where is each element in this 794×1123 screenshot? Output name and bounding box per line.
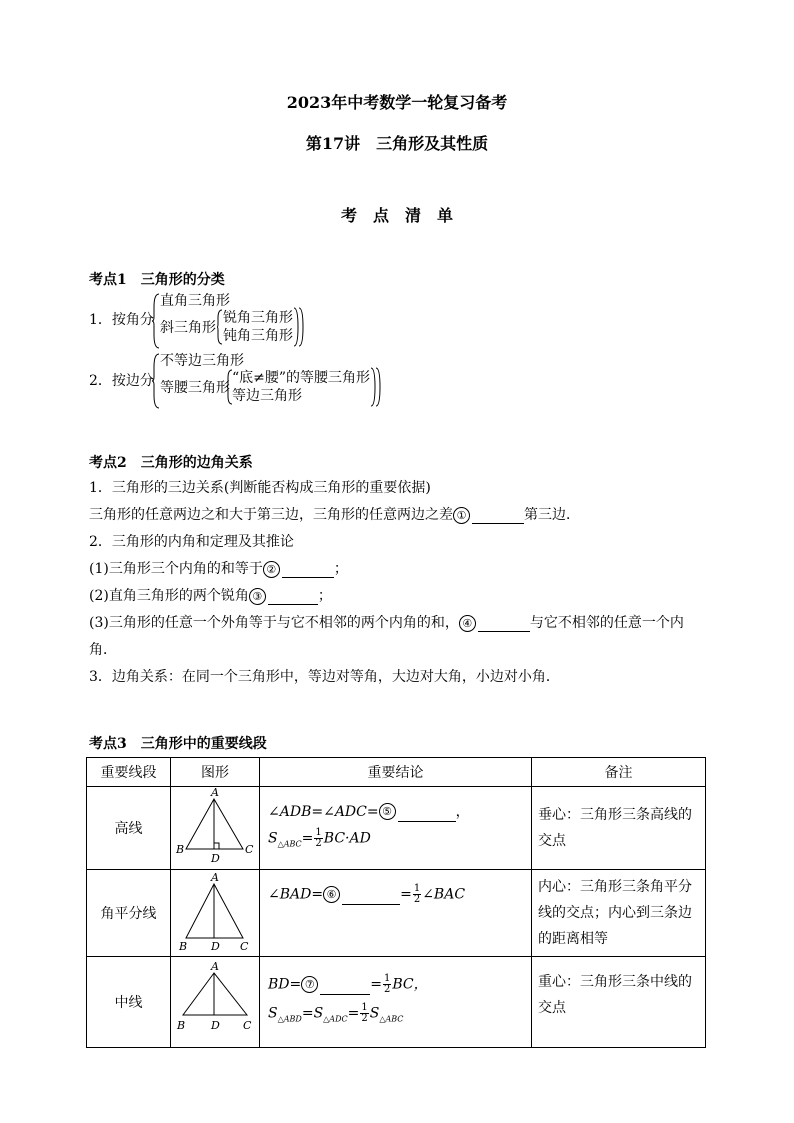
area-rest: BC·AD (323, 830, 371, 847)
by-side-label: 2．按边分 (89, 373, 154, 389)
blank-marker-7: ⑦ (301, 976, 318, 993)
kp2-line2-text: 三角形的任意两边之和大于第三边，三角形的任意两边之差 (89, 507, 453, 523)
right-triangle: 直角三角形 (160, 293, 230, 309)
scalene-triangle: 不等边三角形 (160, 353, 244, 369)
col-header-conclusion: 重要结论 (260, 758, 532, 787)
bisector-triangle-diagram (171, 870, 259, 952)
point-d: D (211, 1019, 220, 1032)
area-eq2: = (301, 1005, 314, 1022)
figure-median (171, 957, 260, 1048)
close-brace-angle (293, 307, 305, 347)
table-row-bisector (87, 870, 706, 957)
lecture-title: 第17讲 三角形及其性质 (305, 134, 489, 153)
isosceles-triangle: 等腰三角形 (160, 380, 230, 396)
area-adc-sub: △ADC (323, 1014, 348, 1024)
area-equals: = (301, 830, 314, 847)
blank-marker-2: ② (263, 561, 280, 578)
kp1-heading: 考点1 三角形的分类 (89, 272, 225, 288)
blank-marker-4: ④ (459, 615, 476, 632)
close-brace-side (370, 367, 382, 407)
kp2-line5 (89, 587, 332, 605)
point-c: C (243, 1019, 252, 1032)
point-b: B (179, 940, 188, 952)
kp2-line4 (89, 560, 348, 578)
blank-marker-1: ① (453, 507, 470, 524)
fraction-num: 1 (361, 1002, 368, 1014)
document-title: 2023年中考数学一轮复习备考 (286, 93, 508, 112)
segment-name-bisector: 角平分线 (87, 870, 171, 957)
kp2-line2 (89, 506, 580, 524)
kp2-line5-semi: ； (317, 588, 332, 604)
blank-6[interactable] (342, 890, 400, 905)
segment-name-altitude: 高线 (87, 787, 171, 870)
altitude-triangle-diagram (171, 787, 259, 865)
col-header-remark: 备注 (532, 758, 706, 787)
blank-marker-3: ③ (249, 588, 266, 605)
remark-median: 重心：三角形三条中线的交点 (532, 957, 706, 1048)
area-adc-symbol: S (313, 1005, 324, 1022)
brace-by-side (152, 353, 160, 409)
point-b: B (177, 1019, 186, 1032)
blank-4[interactable] (478, 617, 530, 632)
kp2-line6-text: (3)三角形的任意一个外角等于与它不相邻的两个内角的和， (89, 615, 459, 631)
blank-2[interactable] (282, 563, 334, 578)
fraction-half (383, 974, 391, 995)
table-row-altitude (87, 787, 706, 870)
kp2-line6 (89, 614, 684, 632)
bisector-equals: = (400, 886, 412, 903)
kp2-line6-cont: 角． (89, 642, 117, 658)
kp2-line4-semi: ； (333, 561, 348, 577)
blank-7[interactable] (320, 980, 370, 995)
point-a: A (211, 787, 219, 799)
blank-5[interactable] (398, 807, 456, 822)
conclusion-median (260, 957, 532, 1048)
median-triangle-diagram (171, 957, 259, 1043)
area-abc-sub: △ABC (379, 1014, 404, 1024)
kp3-heading: 考点3 三角形中的重要线段 (89, 736, 267, 752)
key-segments-table (86, 757, 706, 1048)
blank-3[interactable] (268, 590, 318, 605)
area-abd-symbol: S (268, 1005, 278, 1022)
fraction-half-2 (360, 1003, 368, 1024)
triangle-abc (183, 973, 247, 1015)
fraction-num: 1 (315, 826, 322, 838)
blank-marker-6: ⑥ (323, 886, 340, 903)
altitude-comma: ， (455, 803, 470, 820)
point-b: B (176, 843, 185, 856)
figure-bisector (171, 870, 260, 957)
right-angle-mark (214, 843, 219, 849)
point-c: C (245, 843, 254, 856)
conclusion-bisector (260, 870, 532, 957)
kp2-line7: 3．边角关系：在同一个三角形中，等边对等角，大边对大角，小边对小角． (89, 669, 560, 685)
area-abd-sub: △ABD (277, 1014, 302, 1024)
blank-marker-5: ⑤ (379, 803, 396, 820)
median-formula: BD= (268, 976, 302, 993)
section-title: 考 点 清 单 (340, 206, 453, 225)
col-header-segment: 重要线段 (87, 758, 171, 787)
obtuse-triangle: 钝角三角形 (223, 328, 293, 344)
blank-1[interactable] (472, 509, 524, 524)
point-d: D (211, 852, 220, 865)
area-subscript: △ABC (277, 839, 302, 849)
acute-triangle: 锐角三角形 (223, 310, 293, 326)
fraction-num: 1 (413, 883, 421, 894)
iso-noneq-triangle: “底≠腰”的等腰三角形 (232, 370, 371, 386)
median-rest: BC， (392, 976, 428, 993)
fraction-den: 2 (315, 837, 322, 849)
fraction-half (314, 828, 322, 849)
kp2-line6-rest: 与它不相邻的任意一个内 (529, 615, 684, 631)
kp2-line3: 2．三角形的内角和定理及其推论 (89, 534, 294, 550)
area-abc-symbol: S (369, 1005, 380, 1022)
remark-altitude: 垂心：三角形三条高线的交点 (532, 787, 706, 870)
fraction-num: 1 (383, 973, 391, 985)
brace-by-angle (152, 293, 160, 349)
point-c: C (240, 940, 249, 952)
kp2-line1: 1．三角形的三边关系(判断能否构成三角形的重要依据) (89, 480, 431, 496)
fraction-den: 2 (361, 1013, 368, 1025)
kp2-line4-text: (1)三角形三个内角的和等于 (89, 561, 263, 577)
point-a: A (211, 960, 219, 973)
bisector-formula: ∠BAD= (268, 886, 324, 903)
area-eq3: = (347, 1005, 360, 1022)
point-a: A (211, 871, 219, 884)
col-header-figure: 图形 (171, 758, 260, 787)
by-angle-label: 1．按角分 (89, 312, 154, 328)
median-equals: = (370, 976, 382, 993)
remark-bisector: 内心：三角形三条角平分线的交点；内心到三条边的距离相等 (532, 870, 706, 957)
conclusion-altitude (260, 787, 532, 870)
table-row-median (87, 957, 706, 1048)
segment-name-median: 中线 (87, 957, 171, 1048)
area-symbol: S (268, 830, 278, 847)
kp2-line2-end: 第三边． (524, 507, 580, 523)
bisector-rest: ∠BAC (422, 886, 466, 903)
fraction-den: 2 (413, 894, 421, 905)
point-d: D (211, 940, 220, 952)
equilateral-triangle: 等边三角形 (232, 388, 302, 404)
altitude-formula: ∠ADB=∠ADC= (268, 803, 379, 820)
fraction-den: 2 (383, 984, 391, 996)
kp2-heading: 考点2 三角形的边角关系 (89, 455, 253, 471)
kp2-line5-text: (2)直角三角形的两个锐角 (89, 588, 249, 604)
fraction-half (413, 884, 421, 905)
oblique-triangle: 斜三角形 (160, 320, 216, 336)
figure-altitude (171, 787, 260, 870)
